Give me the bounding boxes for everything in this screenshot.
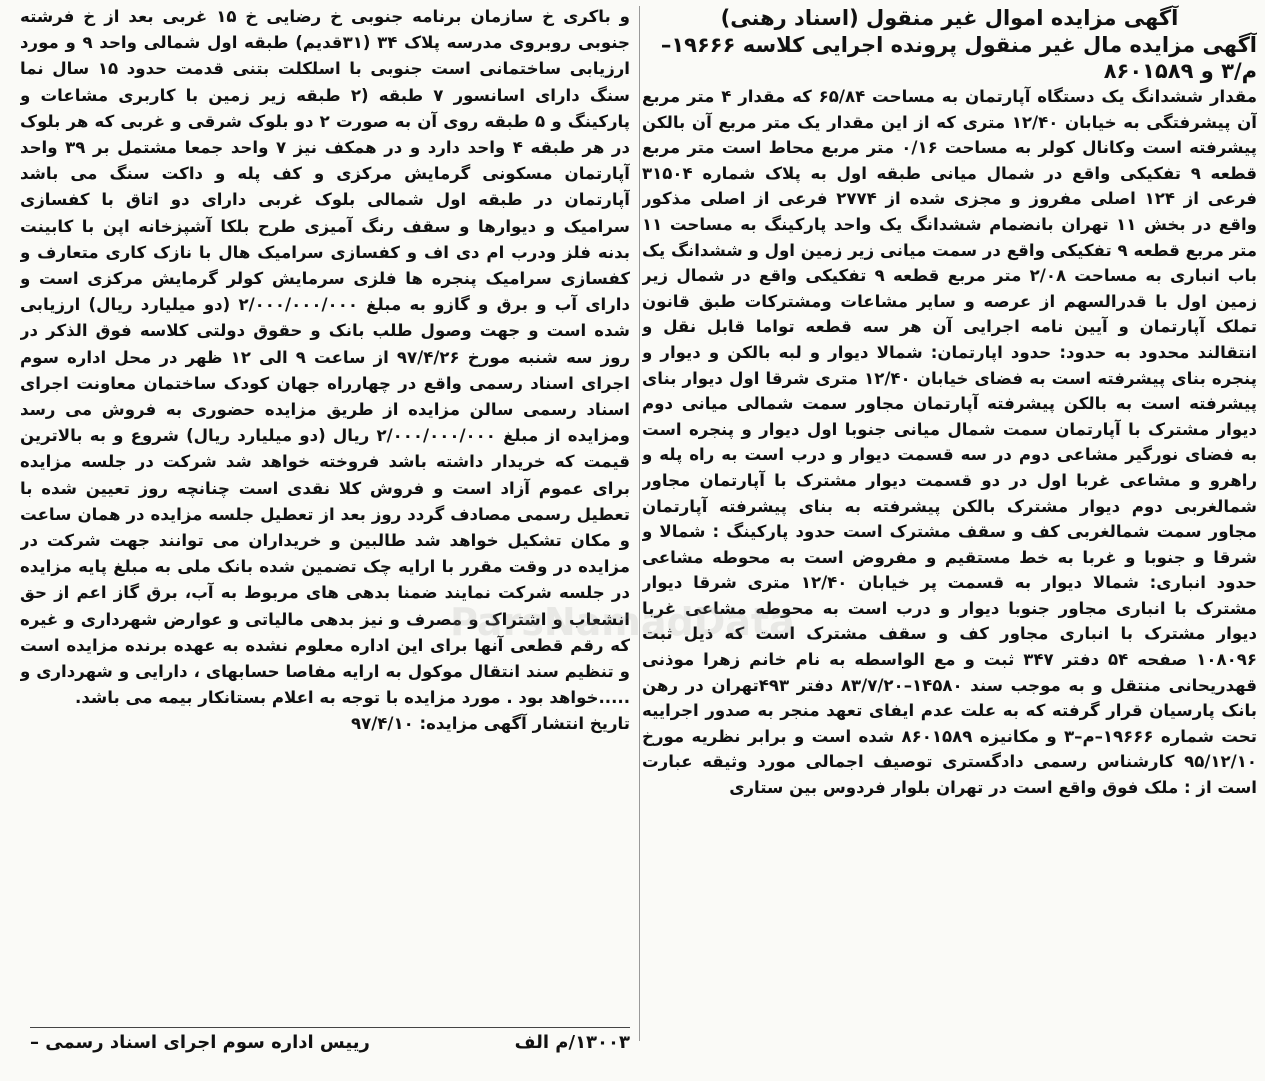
notice-body-left: و باکری خ سازمان برنامه جنوبی خ رضایی خ ۱۵ غربی بعد از خ فرشته جنوبی روبروی مدرسه پلاک ۳۴ (۳۱قدیم) طبقه اول شمالی واحد ۹ و مورد ارزیابی ساختمانی است جنوبی با اسلکلت بتنی قدمت حدود ۱۵ سال نما سنگ دارای اسانسور ۷ طبقه (۲ طبقه زیر زمین با کاربری مشاعات و پارکینگ و ۵ طبقه روی آن به صورت ۲ دو بلوک شرقی و غربی که هر بلوک در هر طبقه ۴ واحد دارد و در همکف نیز ۷ واحد جمعا مشتمل بر ۳۹ واحد آپارتمان مسکونی گرمایش مرکزی و کف پله و داکت سنگ می باشد آپارتمان در طبقه اول شمالی بلوک غربی دارای دو اتاق با کفسازی سرامیک و دیوارها و سقف رنگ آمیزی طرح بلکا آشپزخانه اپن با کابینت بدنه فلز ودرب ام دی اف و کفسازی سرامیک هال با نازک کاری متعارف و کفسازی سرامیک پنجره ها فلزی سرمایش کولر گرمایش مرکزی است و دارای آب و برق و گازو به مبلغ ۲/۰۰۰/۰۰۰/۰۰۰ (دو میلیارد ریال) ارزیابی شده است و جهت وصول طلب بانک و حقوق دولتی کلاسه فوق الذکر در روز سه شنبه مورخ ۹۷/۴/۲۶ از ساعت ۹ الی ۱۲ ظهر در محل اداره سوم اجرای اسناد رسمی واقع در چهارراه جهان کودک ساختمان معاونت اجرای اسناد رسمی سالن مزایده از طریق مزایده حضوری به فروش می رسد ومزایده از مبلغ ۲/۰۰۰/۰۰۰/۰۰۰ ریال (دو میلیارد ریال) شروع و به بالاترین قیمت که خریدار داشته باشد فروخته خواهد شد شرکت در جلسه مزایده برای عموم آزاد است و فروش کلا نقدی است چنانچه روز تعیین شده با تعطیل رسمی مصادف گردد روز بعد از تعطیل جلسه مزایده در همان ساعت و مکان تشکیل خواهد شد طالبین و خریداران می توانند جهت شرکت در مزایده در وقت مقرر با ارایه چک تضمین شده بانک ملی به مبلغ پایه مزایده در جلسه شرکت نمایند ضمنا بدهی های مربوط به آب، برق گاز اعم از حق انشعاب و اشتراک و مصرف و نیز بدهی مالیاتی و عوارض شهرداری و غیره که رقم قطعی آنها برای این اداره معلوم نشده به عهده برنده مزایده است و تنظیم سند انتقال موکول به ارایه مفاصا حسابهای ، دارایی و شهرداری و .....خواهد بود . مورد مزایده با توجه به اعلام بستانکار بیمه می باشد. (20, 7, 630, 708)
left-column (20, 4, 630, 1081)
right-column (642, 4, 1257, 1081)
footer-signature: رییس اداره سوم اجرای اسناد رسمی – (30, 1032, 370, 1053)
notice-subtitle: آگهی مزایده مال غیر منقول پرونده اجرایی کلاسه ۱۹۶۶۶– م/۳ و ۸۶۰۱۵۸۹ (660, 33, 1257, 83)
notice-footer (30, 1027, 630, 1053)
publish-date: تاریخ انتشار آگهی مزایده: ۹۷/۴/۱۰ (350, 714, 630, 734)
notice-title: آگهی مزایده اموال غیر منقول (اسناد رهنی) (720, 6, 1179, 30)
footer-code: ۱۳۰۰۳/م الف (514, 1032, 630, 1053)
column-divider (639, 6, 640, 1041)
notice-body-right: مقدار ششدانگ یک دستگاه آپارتمان به مساحت ۶۵/۸۴ که مقدار ۴ متر مربع آن پیشرفتگی به خیابان ۱۲/۴۰ متری که از این مقدار یک متر مربع آن بالکن پیشرفته است وکانال کولر به مساحت ۰/۱۶ متر مربع محاط است متر مربع قطعه ۹ تفکیکی واقع در شمال میانی طبقه اول به پلاک شماره ۳۱۵۰۴ فرعی از ۱۲۴ اصلی مفروز و مجزی شده از ۲۷۷۴ فرعی از اصلی مذکور واقع در بخش ۱۱ تهران بانضمام ششدانگ یک واحد پارکینگ به مساحت ۱۱ متر مربع قطعه ۹ تفکیکی واقع در سمت میانی زیر زمین اول و ششدانگ یک باب انباری به مساحت ۲/۰۸ متر مربع قطعه ۹ تفکیکی واقع در شمال زیر زمین اول با قدرالسهم از عرصه و سایر مشاعات ومشترکات طبق قانون تملک آپارتمان و آیین نامه اجرایی آن هر سه قطعه تواما قابل نقل و انتقالند محدود به حدود: حدود اپارتمان: شمالا دیوار و لبه بالکن و دیوار و پنجره بنای پیشرفته است به فضای خیابان ۱۲/۴۰ متری شرقا اول دیوار بنای پیشرفته است به بالکن پیشرفته آپارتمان مجاور سمت شمالی میانی دوم دیوار مشترک با آپارتمان سمت شمال میانی جنوبا اول دیوار و پنجره است به فضای نورگیر مشاعی دوم در سه قسمت دیوار و درب است به راه پله و راهرو و مشاعی غربا اول در دو قسمت دیوار مشترک با آپارتمان مجاور شمالغربی دوم دیوار مشترک بالکن پیشرفته به بنای پیشرفته آپارتمان مجاور سمت شمالغربی کف و سقف مشترک است حدود پارکینگ : شمالا و شرقا و جنوبا و غربا به خط مستقیم و مفروض است به محوطه مشاعی حدود انباری: شمالا دیوار به قسمت پر خیابان ۱۲/۴۰ متری شرقا دیوار مشترک با انباری مجاور جنوبا دیوار و درب است به محوطه مشاعی غربا دیوار مشترک با انباری مجاور کف و سقف مشترک است که ذیل ثبت ۱۰۸۰۹۶ صفحه ۵۴ دفتر ۳۴۷ ثبت و مع الواسطه به نام خانم زهرا موذنی قهدریحانی منتقل و به موجب سند ۱۴۵۸۰–۸۳/۷/۲۰ دفتر ۴۹۳تهران در رهن بانک پارسیان قرار گرفته که به علت عدم ایفای تعهد منجر به صدور اجراییه تحت شماره ۱۹۶۶۶–م–۳ و مکانیزه ۸۶۰۱۵۸۹ شده است و برابر نظریه مورخ ۹۵/۱۲/۱۰ کارشناس رسمی دادگستری توصیف اجمالی مورد وثیقه عبارت است از : ملک فوق واقع است در تهران بلوار فردوس بین ستاری (642, 87, 1257, 798)
watermark-logo: ParsNamadData (450, 600, 795, 644)
